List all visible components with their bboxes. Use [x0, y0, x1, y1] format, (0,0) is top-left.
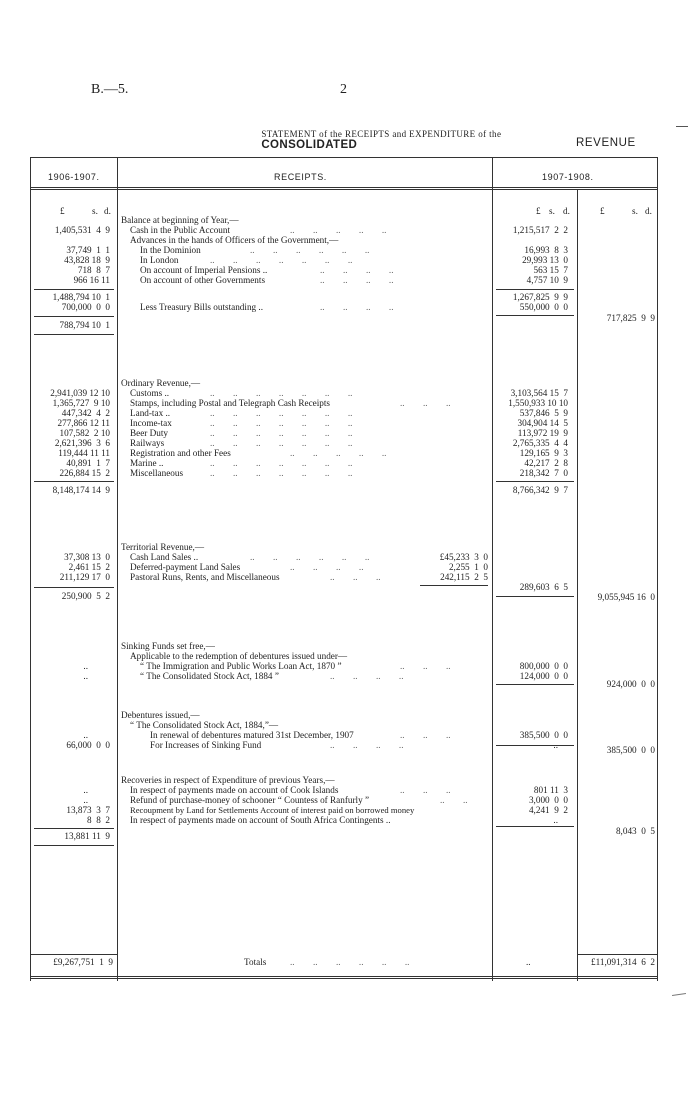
row-label: Land-tax .. [130, 408, 171, 418]
row-label: Railways [130, 438, 165, 448]
prev-territorial-total: 250,900 5 2 [61, 591, 110, 601]
currency-s: s. [632, 206, 638, 216]
cur-subtotal: 1,267,825 9 9 [512, 292, 568, 302]
prev-value: 119,444 11 11 [58, 448, 110, 458]
row-label: Pastoral Runs, Rents, and Miscellaneous [130, 572, 280, 582]
row-label: Stamps, including Postal and Telegraph Cash Receipts [130, 398, 331, 408]
row-label: Miscellaneous [130, 468, 184, 478]
recoveries-total: 8,043 0 5 [615, 826, 655, 836]
prev-value: 43,828 18 9 [64, 255, 110, 265]
prev-value: .. [83, 795, 88, 805]
currency-pound: £ [600, 206, 605, 216]
row-label: Cash Land Sales .. [130, 552, 199, 562]
page-reference: B.—5. [91, 82, 129, 97]
prev-value: .. [83, 661, 88, 671]
row-label: In respect of payments made on account of Cook Islands [130, 785, 339, 795]
cur-value: 3,000 0 0 [528, 795, 568, 805]
statement-title-prefix: STATEMENT of the RECEIPTS and EXPENDITURE of the [261, 129, 502, 139]
prev-value: .. [83, 730, 88, 740]
sinking-total: 924,000 0 0 [606, 679, 655, 689]
column-header-receipts: RECEIPTS. [274, 172, 327, 182]
currency-s: s. [92, 206, 98, 216]
currency-s: s. [549, 206, 555, 216]
prev-net-balance: 788,794 10 1 [59, 320, 110, 330]
row-label: Income-tax [130, 418, 172, 428]
section-title-territorial: Territorial Revenue,— [121, 542, 205, 552]
prev-value: .. [83, 785, 88, 795]
prev-value: 718 8 7 [77, 265, 110, 275]
prev-recoveries-total: 13,881 11 9 [64, 831, 110, 841]
prev-value: 37,749 1 1 [66, 245, 110, 255]
prev-value: 447,342 4 2 [61, 408, 110, 418]
prev-less: 700,000 0 0 [61, 302, 110, 312]
mid-grand-total: .. [526, 957, 531, 967]
prev-value: 66,000 0 0 [66, 740, 110, 750]
currency-d: d. [104, 206, 111, 216]
cur-value: 800,000 0 0 [519, 661, 568, 671]
grand-subtotal: 9,055,945 16 0 [597, 592, 655, 602]
statement-title [256, 119, 501, 151]
row-label: Cash in the Public Account [130, 225, 231, 235]
inner-value: 2,255 1 0 [448, 562, 488, 572]
cur-less: 550,000 0 0 [519, 302, 568, 312]
prev-ordinary-total: 8,148,174 14 9 [52, 485, 110, 495]
prev-value: 1,405,531 4 9 [54, 225, 110, 235]
prev-value: 13,873 3 7 [66, 805, 110, 815]
cur-value: 304,904 14 5 [517, 418, 568, 428]
row-label: Advances in the hands of Officers of the Government,— [130, 235, 339, 245]
prev-value: 8 8 2 [87, 815, 110, 825]
cur-value: 801 11 3 [533, 785, 568, 795]
prev-value: 40,891 1 7 [66, 458, 110, 468]
prev-value: 2,941,039 12 10 [50, 388, 110, 398]
cur-value: 3,103,564 15 7 [510, 388, 568, 398]
prev-value: 1,365,727 9 10 [52, 398, 110, 408]
cur-value: 4,241 9 2 [528, 805, 568, 815]
section-subtitle-debentures: “ The Consolidated Stock Act, 1884,”— [130, 720, 279, 730]
cur-value: 29,993 13 0 [522, 255, 568, 265]
row-label: Registration and other Fees [130, 448, 231, 458]
row-label: Refund of purchase-money of schooner “ Countess of Ranfurly ” [130, 795, 370, 805]
row-label: In respect of payments made on account of South Africa Contingents .. [130, 815, 391, 825]
cur-value: 1,215,517 2 2 [512, 225, 568, 235]
currency-d: d. [563, 206, 570, 216]
debentures-total: 385,500 0 0 [606, 745, 655, 755]
prev-value: 107,582 2 10 [59, 428, 110, 438]
row-label: In London [140, 255, 179, 265]
cur-value: 2,765,335 4 4 [512, 438, 568, 448]
column-header-1907-1908: 1907-1908. [542, 172, 594, 182]
prev-value: 277,866 12 11 [57, 418, 110, 428]
cur-value: 537,846 5 9 [519, 408, 568, 418]
prev-subtotal: 1,488,794 10 1 [52, 292, 110, 302]
row-label: For Increases of Sinking Fund [150, 740, 262, 750]
statement-title-bold: CONSOLIDATED [261, 139, 358, 151]
currency-d: d. [645, 206, 652, 216]
cur-ordinary-total: 8,766,342 9 7 [512, 485, 568, 495]
row-label: Marine .. [130, 458, 164, 468]
cur-value: 4,757 10 9 [526, 275, 568, 285]
row-label: Deferred-payment Land Sales [130, 562, 241, 572]
prev-grand-total: £9,267,751 1 9 [53, 957, 113, 967]
section-subtitle-sinking: Applicable to the redemption of debentures issued under— [130, 651, 348, 661]
row-label: “ The Consolidated Stock Act, 1884 ” [140, 671, 279, 681]
less-label: Less Treasury Bills outstanding .. [140, 302, 264, 312]
cur-value: 218,342 7 0 [519, 468, 568, 478]
statement-subtitle: REVENUE [576, 137, 636, 149]
cur-value: 124,000 0 0 [519, 671, 568, 681]
cur-value: 385,500 0 0 [519, 730, 568, 740]
prev-value: 37,308 13 0 [64, 552, 110, 562]
cur-value: 129,165 9 3 [519, 448, 568, 458]
row-label: On account of Imperial Pensions .. [140, 265, 268, 275]
page-number: 2 [340, 82, 347, 97]
row-label: Recoupment by Land for Settlements Account of interest paid on borrowed money [130, 805, 415, 815]
currency-pound: £ [60, 206, 65, 216]
cur-value: 1,550,933 10 10 [508, 398, 568, 408]
inner-value: 242,115 2 5 [440, 572, 488, 582]
prev-value: 966 16 11 [73, 275, 110, 285]
row-label: Beer Duty [130, 428, 169, 438]
prev-value: 211,129 17 0 [59, 572, 110, 582]
prev-value: 226,884 15 2 [59, 468, 110, 478]
cur-value: .. [553, 815, 558, 825]
inner-value: £45,233 3 0 [439, 552, 488, 562]
cur-value: 563 15 7 [533, 265, 568, 275]
prev-value: 2,621,396 3 6 [54, 438, 110, 448]
section-title-balance: Balance at beginning of Year,— [121, 215, 239, 225]
section-title-recoveries: Recoveries in respect of Expenditure of previous Years,— [121, 775, 335, 785]
cur-value: .. [553, 740, 558, 750]
row-label: On account of other Governments [140, 275, 266, 285]
row-label: In the Dominion [140, 245, 201, 255]
section-title-sinking: Sinking Funds set free,— [121, 641, 215, 651]
column-header-1906-1907: 1906-1907. [48, 172, 100, 182]
row-label: “ The Immigration and Public Works Loan Act, 1870 ” [140, 661, 342, 671]
totals-label: Totals [244, 957, 267, 967]
prev-value: .. [83, 671, 88, 681]
section-title-ordinary: Ordinary Revenue,— [121, 378, 201, 388]
cur-value: 113,972 19 9 [517, 428, 568, 438]
currency-pound: £ [536, 206, 541, 216]
prev-value: 2,461 15 2 [68, 562, 110, 572]
cur-territorial-total: 289,603 6 5 [519, 582, 568, 592]
section-title-debentures: Debentures issued,— [121, 710, 200, 720]
cur-value: 42,217 2 8 [524, 458, 568, 468]
cur-grand-total: £11,091,314 6 2 [591, 957, 655, 967]
cur-net-balance: 717,825 9 9 [606, 313, 655, 323]
row-label: In renewal of debentures matured 31st December, 1907 [150, 730, 354, 740]
row-label: Customs .. [130, 388, 170, 398]
cur-value: 16,993 8 3 [524, 245, 568, 255]
